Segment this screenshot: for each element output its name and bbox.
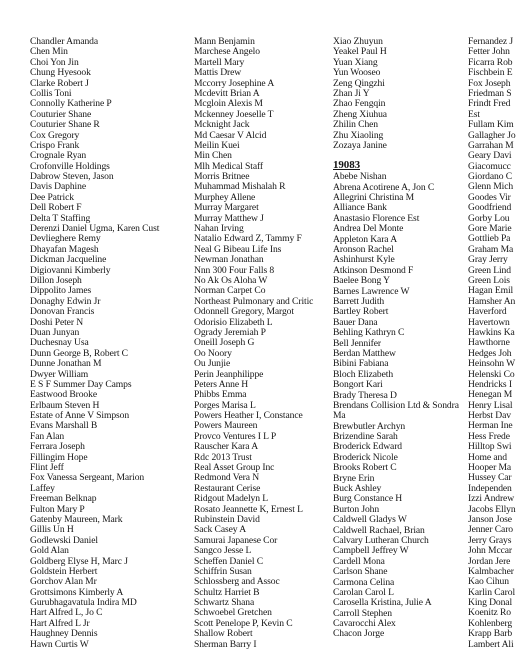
listing-entry: Independen <box>468 482 512 494</box>
listing-entry: Min Chen <box>194 150 232 162</box>
listing-entry: Anastasio Florence Est <box>333 212 420 224</box>
listing-entry: Collis Toni <box>30 87 72 99</box>
listing-entry: Lambert Ali <box>468 638 514 650</box>
directory-column-3 <box>333 36 459 640</box>
listing-entry: Dunn George B, Robert C <box>30 347 128 359</box>
listing-entry: Haughney Dennis <box>30 628 98 640</box>
listing-entry: John Mccar <box>468 545 513 557</box>
listing-entry: Mccorry Josephine A <box>194 77 275 89</box>
listing-entry: Hooper Ma <box>468 462 512 474</box>
listing-entry: Cardell Mona <box>333 555 385 567</box>
listing-entry: Md Caesar V Alcid <box>194 129 267 141</box>
listing-entry: Hedges Joh <box>468 347 512 359</box>
listing-entry: Alliance Bank <box>333 202 387 214</box>
listing-entry: Havertown <box>468 316 510 328</box>
listing-entry: Fullam Kim <box>468 119 514 131</box>
listing-entry: Schultz Harriet B <box>194 586 260 598</box>
listing-entry: Mlh Medical Staff <box>194 160 263 172</box>
listing-entry: Fan Alan <box>30 430 65 442</box>
listing-entry: Grottsimons Kimberly A <box>30 586 124 598</box>
listing-entry: Muhammad Mishalah R <box>194 181 286 193</box>
listing-entry: Hart Alfred L Jr <box>30 617 90 629</box>
listing-entry: Carolan Carol L <box>333 586 394 598</box>
listing-entry: Dhayafan Magesh <box>30 243 99 255</box>
listing-entry: Choi Yon Jin <box>30 56 79 68</box>
listing-entry: Porges Marisa L <box>194 399 256 411</box>
listing-entry: Scott Penelope P, Kevin C <box>194 617 293 629</box>
listing-entry: Davis Daphine <box>30 181 86 193</box>
listing-entry: Schwoebel Gretchen <box>194 607 272 619</box>
listing-entry: Hart Alfred L, Jo C <box>30 607 103 619</box>
listing-entry: Janson Jose <box>468 513 512 525</box>
listing-entry: Zozaya Janine <box>333 139 387 151</box>
listing-entry: Herbst Dav <box>468 410 511 422</box>
listing-entry: Jenner Caro <box>468 524 513 536</box>
listing-entry: Phibbs Emma <box>194 389 247 401</box>
listing-entry: Gray Jerry <box>468 254 508 266</box>
listing-entry: Garrahan M <box>468 139 514 151</box>
listing-entry: Morris Britnee <box>194 171 250 183</box>
listing-entry: Nahan Irving <box>194 223 244 235</box>
listing-entry: Zeng Qingzhi <box>333 77 385 89</box>
listing-entry: Dabrow Steven, Jason <box>30 171 114 183</box>
listing-entry: Marchese Angelo <box>194 46 260 58</box>
listing-entry: Donovan Francis <box>30 306 95 318</box>
listing-entry: Campbell Jeffrey W <box>333 545 409 557</box>
listing-entry: Evans Marshall B <box>30 420 98 432</box>
listing-entry: Friedman S <box>468 87 512 99</box>
listing-entry: Burg Constance H <box>333 493 403 505</box>
listing-entry: Karlin Carol <box>468 586 516 598</box>
listing-entry: Green Lois <box>468 274 510 286</box>
listing-entry: Hawkins Ka <box>468 326 515 338</box>
listing-entry: Gatenby Maureen, Mark <box>30 513 123 525</box>
listing-entry: Zhilin Chen <box>333 119 378 131</box>
listing-entry: Fetter John <box>468 46 510 58</box>
listing-entry: Dwyer William <box>30 368 89 380</box>
listing-entry: Hagan Emil <box>468 285 514 297</box>
listing-entry: Buck Ashley <box>333 483 382 495</box>
directory-column-1 <box>30 37 170 650</box>
listing-entry: Jacobs Ellyn <box>468 503 516 515</box>
listing-entry: Powers Maureen <box>194 420 258 432</box>
listing-entry: Kao Cihun <box>468 576 509 588</box>
listing-entry: Mcdevitt Brian A <box>194 87 260 99</box>
listing-entry: Murphey Allene <box>194 191 256 203</box>
listing-entry: Couturier Shane <box>30 108 92 120</box>
listing-entry: Brizendine Sarah <box>333 431 398 443</box>
listing-entry: Green Lind <box>468 264 511 276</box>
listing-entry: Crofonville Holdings <box>30 160 110 172</box>
listing-entry: Bibini Fabiana <box>333 358 389 370</box>
listing-entry: Odorisio Elizabeth L <box>194 316 273 328</box>
listing-entry: Schwartz Shana <box>194 597 255 609</box>
listing-entry: Henegan M <box>468 389 513 401</box>
listing-entry: Ashinhurst Kyle <box>333 254 395 266</box>
listing-entry: Erlbaum Steven H <box>30 399 100 411</box>
listing-entry: King Donal <box>468 597 513 609</box>
listing-entry: Heinsohn W <box>468 358 516 370</box>
listing-entry: Ridgout Madelyn L <box>194 493 268 505</box>
listing-entry: Haverford <box>468 306 507 318</box>
listing-entry: Godlewski Daniel <box>30 534 98 546</box>
listing-entry: Peters Anne H <box>194 378 249 390</box>
listing-entry: Devlieghere Remy <box>30 233 101 245</box>
listing-entry: Zhan Ji Y <box>333 87 370 99</box>
listing-entry: Northeast Pulmonary and Critic <box>194 295 314 307</box>
listing-entry: Gore Marie <box>468 223 512 235</box>
listing-entry: Geary Davi <box>468 150 512 162</box>
listing-entry: Duchesnay Usa <box>30 337 89 349</box>
listing-entry: Powers Heather I, Constance <box>194 410 303 422</box>
listing-entry: Bartley Robert <box>333 306 389 318</box>
listing-entry: Atkinson Desmond F <box>333 264 414 276</box>
listing-entry: Sack Casey A <box>194 524 247 536</box>
listing-entry: Fillingim Hope <box>30 451 88 463</box>
listing-entry: Allegrini Christina M <box>333 192 415 204</box>
listing-entry: Kalmbacher <box>468 565 514 577</box>
listing-entry: Goldberg Elyse H, Marc J <box>30 555 128 567</box>
listing-entry: Dee Patrick <box>30 191 74 203</box>
listing-entry: Connolly Katherine P <box>30 98 112 110</box>
listing-entry: Caldwell Rachael, Brian <box>333 524 425 536</box>
listing-entry: Crispo Frank <box>30 139 80 151</box>
listing-entry: Giacomucc <box>468 160 511 172</box>
listing-entry: Andrea Del Monte <box>333 223 404 235</box>
listing-entry: Mcgloin Alexis M <box>194 98 263 110</box>
listing-entry: Bloch Elizabeth <box>333 368 394 380</box>
listing-entry: Fulton Mary P <box>30 503 85 515</box>
listing-entry: Brendans Collision Ltd & Sondra <box>333 399 459 411</box>
listing-entry: Yun Wooseo <box>333 67 381 79</box>
listing-entry: Gorby Lou <box>468 212 510 224</box>
listing-entry: Laffey <box>30 482 55 494</box>
listing-entry: Perin Jeanphilippe <box>194 368 264 380</box>
listing-entry: Ma <box>333 410 346 422</box>
listing-entry: Goodfriend <box>468 202 512 214</box>
listing-entry: Scheffen Daniel C <box>194 555 263 567</box>
directory-column-2 <box>194 37 334 650</box>
listing-entry: Bauer Dana <box>333 316 378 328</box>
listing-entry: Newman Jonathan <box>194 254 264 266</box>
listing-entry: Flint Jeff <box>30 462 64 474</box>
listing-entry: Freeman Belknap <box>30 493 97 505</box>
listing-entry: Shallow Robert <box>194 628 253 640</box>
listing-entry: Helenski Co <box>468 368 515 380</box>
listing-entry: Hamsher An <box>468 295 516 307</box>
listing-entry: Behling Kathryn C <box>333 327 405 339</box>
listing-entry: Mckenney Joeselle T <box>194 108 274 120</box>
listing-entry: Zhu Xiaoling <box>333 129 384 141</box>
listing-entry: Rauscher Kara A <box>194 441 259 453</box>
listing-entry: Norman Carpet Co <box>194 285 266 297</box>
listing-entry: Rosato Jeannette K, Ernest L <box>194 503 303 515</box>
listing-entry: Yuan Xiang <box>333 56 378 68</box>
listing-entry: Cavarocchi Alex <box>333 618 396 630</box>
listing-entry: Dillon Joseph <box>30 274 82 286</box>
listing-entry: Hussey Car <box>468 472 512 484</box>
listing-entry: Restaurant Cerise <box>194 482 261 494</box>
listing-entry: Estate of Anne V Simpson <box>30 410 130 422</box>
listing-entry: Frindt Fred <box>468 98 511 110</box>
listing-entry: Redmond Vera N <box>194 472 260 484</box>
listing-entry: Gorchov Alan Mr <box>30 576 97 588</box>
listing-entry: Fox Vanessa Sergeant, Marion <box>30 472 145 484</box>
listing-entry: Xiao Zhuyun <box>333 36 383 47</box>
listing-entry: Est <box>468 108 480 120</box>
listing-entry: Jerry Grays <box>468 534 512 546</box>
listing-entry: Carlson Shane <box>333 566 388 578</box>
listing-entry: Gurubhagavatula Indira MD <box>30 597 137 609</box>
listing-entry: Barnes Lawrence W <box>333 285 410 297</box>
listing-entry: Hendricks I <box>468 378 512 390</box>
listing-entry: Real Asset Group Inc <box>194 462 275 474</box>
listing-entry: Carroll Stephen <box>333 607 392 619</box>
listing-entry: Abrena Acotirene A, Jon C <box>333 181 435 193</box>
listing-entry: Couturier Shane R <box>30 119 100 131</box>
listing-entry: Eastwood Brooke <box>30 389 97 401</box>
listing-entry: Fernandez J <box>468 36 513 47</box>
listing-entry: Hawn Curtis W <box>30 638 89 650</box>
listing-entry: Natalio Edward Z, Tammy F <box>194 233 302 245</box>
listing-entry: Rdc 2013 Trust <box>194 451 252 463</box>
listing-entry: Chung Hyesook <box>30 67 91 79</box>
listing-entry: Caldwell Gladys W <box>333 514 407 526</box>
listing-entry: Aronson Rachel <box>333 244 394 256</box>
listing-entry: No Ak Os Aloha W <box>194 274 268 286</box>
listing-entry: Graham Ma <box>468 243 514 255</box>
listing-entry: Brady Theresa D <box>333 389 397 401</box>
listing-entry: Oo Noory <box>194 347 232 359</box>
listing-entry: Chandler Amanda <box>30 36 99 47</box>
listing-entry: Goldstein Herbert <box>30 565 98 577</box>
listing-entry: Derenzi Daniel Ugma, Karen Cust <box>30 223 160 235</box>
listing-entry: Neal G Bibeau Life Ins <box>194 243 282 255</box>
listing-entry: Murray Margaret <box>194 202 259 214</box>
listing-entry: Dippolito James <box>30 285 92 297</box>
listing-entry: Mann Benjamin <box>194 36 255 47</box>
listing-entry: Provco Ventures I L P <box>194 430 277 442</box>
listing-entry: Abebe Nishan <box>333 171 387 183</box>
listing-entry: Sherman Barry I <box>194 638 257 650</box>
listing-entry: Martell Mary <box>194 56 245 68</box>
listing-entry: Crognale Ryan <box>30 150 87 162</box>
listing-entry: Zhao Fengqin <box>333 98 386 110</box>
listing-entry: Broderick Nicole <box>333 451 398 463</box>
listing-entry: Ficarra Rob <box>468 56 513 68</box>
listing-entry: Digiovanni Kimberly <box>30 264 111 276</box>
listing-entry: Gillis Un H <box>30 524 74 536</box>
listing-entry: Hilltop Swi <box>468 441 512 453</box>
listing-entry: Duan Junyan <box>30 326 80 338</box>
listing-entry: Clarke Robert J <box>30 77 89 89</box>
listing-entry: Appleton Kara A <box>333 233 398 245</box>
listing-entry: Carmona Celina <box>333 576 395 588</box>
listing-entry: Giordano C <box>468 171 513 183</box>
listing-entry: Fischbein E <box>468 67 513 79</box>
directory-column-4 <box>468 36 516 650</box>
listing-entry: Bell Jennifer <box>333 337 381 349</box>
listing-entry: Mattis Drew <box>194 67 242 79</box>
listing-entry: Schiffrin Susan <box>194 565 252 577</box>
listing-entry: Koenitz Ro <box>468 607 511 619</box>
listing-entry: Bongort Kari <box>333 379 383 391</box>
listing-entry: Dunne Jonathan M <box>30 358 102 370</box>
listing-entry: Brooks Robert C <box>333 462 397 474</box>
listing-entry: Berdan Matthew <box>333 347 396 359</box>
listing-entry: Dell Robert F <box>30 202 82 214</box>
listing-entry: Herman Ine <box>468 420 513 432</box>
listing-entry: Schlossberg and Assoc <box>194 576 280 588</box>
zip-code-heading: 19083 <box>333 159 361 172</box>
listing-entry: Krapp Barb <box>468 628 513 640</box>
listing-entry: Sangco Jesse L <box>194 545 252 557</box>
listing-entry: Brewbutler Archyn <box>333 420 406 432</box>
listing-entry: Home and <box>468 451 507 463</box>
listing-entry: Gold Alan <box>30 545 69 557</box>
listing-entry: Henry Lisal <box>468 399 513 411</box>
listing-entry: Izzi Andrew <box>468 493 515 505</box>
listing-entry: Oneill Joseph G <box>194 337 255 349</box>
listing-entry: Baelee Bong Y <box>333 275 390 287</box>
listing-entry: E S F Summer Day Camps <box>30 378 132 390</box>
listing-entry: Yeakel Paul H <box>333 46 387 58</box>
listing-entry: Goodes Vir <box>468 191 511 203</box>
listing-entry: Gottlieb Pa <box>468 233 511 245</box>
listing-entry: Zheng Xiuhua <box>333 108 387 120</box>
listing-entry: Doshi Peter N <box>30 316 84 328</box>
listing-entry: Ferrara Joseph <box>30 441 85 453</box>
listing-entry: Broderick Edward <box>333 441 402 453</box>
listing-entry: Delta T Staffing <box>30 212 91 224</box>
listing-entry: Burton John <box>333 503 380 515</box>
listing-entry: Mcknight Jack <box>194 119 250 131</box>
listing-entry: Ou Junjie <box>194 358 231 370</box>
listing-entry: Calvary Lutheran Church <box>333 534 429 546</box>
listing-entry: Samurai Japanese Cor <box>194 534 278 546</box>
listing-entry: Odonnell Gregory, Margot <box>194 306 294 318</box>
listing-entry: Cox Gregory <box>30 129 80 141</box>
listing-entry: Hess Frede <box>468 430 510 442</box>
listing-entry: Chen Min <box>30 46 68 58</box>
listing-entry: Kohlenberg <box>468 617 513 629</box>
listing-entry: Jordan Jere <box>468 555 511 567</box>
listing-entry: Meilin Kuei <box>194 139 240 151</box>
listing-entry: Dickman Jacqueline <box>30 254 107 266</box>
listing-entry: Nnn 300 Four Falls 8 <box>194 264 275 276</box>
listing-entry: Gallagher Jo <box>468 129 516 141</box>
listing-entry: Chacon Jorge <box>333 628 385 640</box>
listing-entry: Fox Joseph <box>468 77 511 89</box>
listing-entry: Hawthorne <box>468 337 510 349</box>
listing-entry: Carosella Kristina, Julie A <box>333 597 432 609</box>
listing-entry: Rubinstein David <box>194 513 260 525</box>
listing-entry: Ogrady Jeremiah P <box>194 326 266 338</box>
listing-entry: Donaghy Edwin Jr <box>30 295 101 307</box>
listing-entry: Barrett Judith <box>333 295 385 307</box>
listing-entry: Glenn Mich <box>468 181 514 193</box>
listing-entry: Murray Matthew J <box>194 212 264 224</box>
listing-entry: Bryne Erin <box>333 472 375 484</box>
